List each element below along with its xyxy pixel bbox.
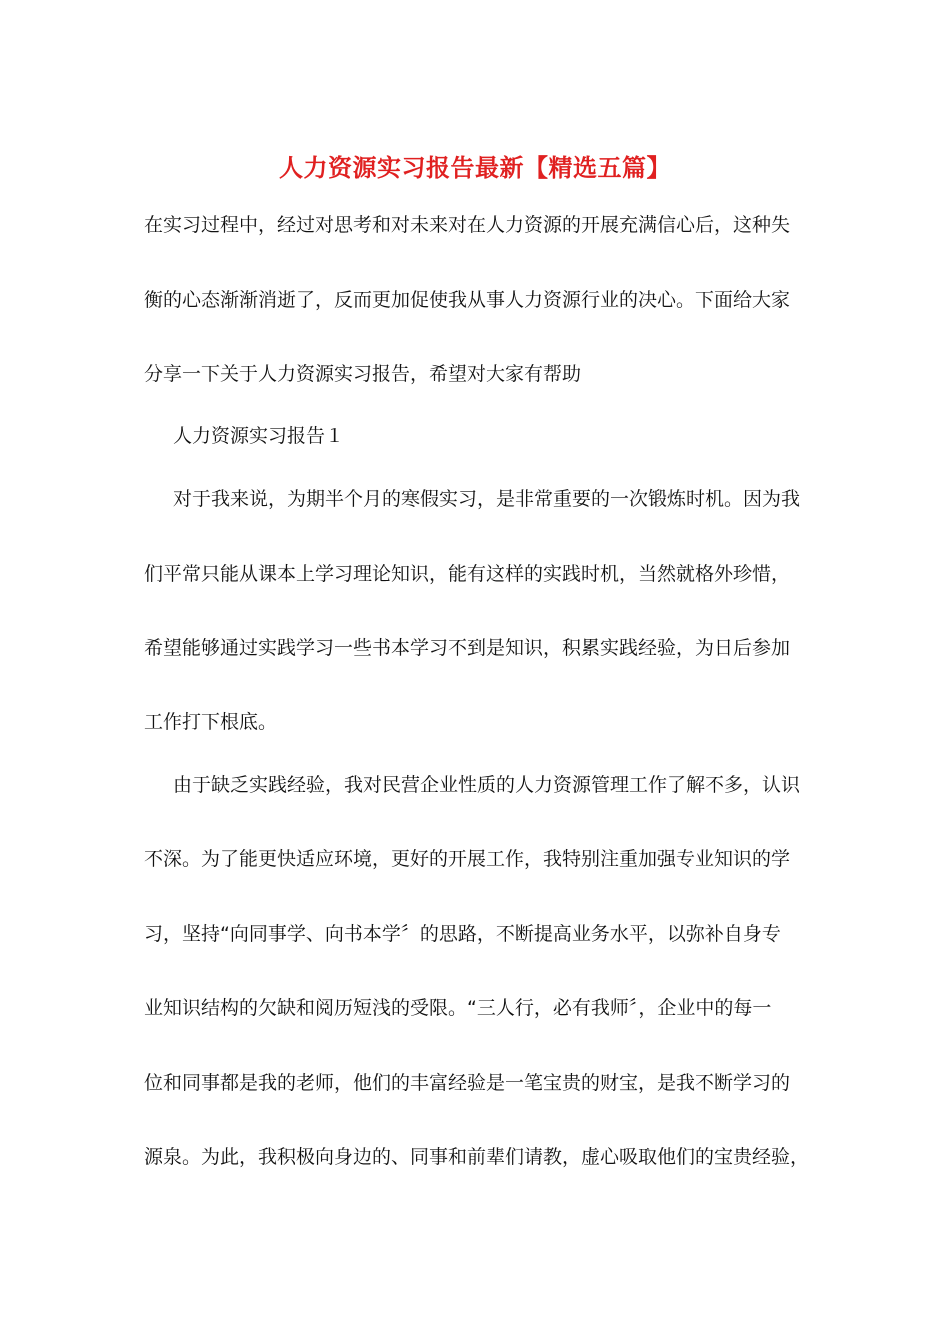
paragraph-line: 工作打下根底。	[144, 711, 278, 733]
document-title: 人力资源实习报告最新【精选五篇】	[279, 153, 671, 182]
paragraph-line: 们平常只能从课本上学习理论知识，能有这样的实践时机，当然就格外珍惜，	[144, 563, 791, 585]
paragraph-line: 对于我来说，为期半个月的寒假实习，是非常重要的一次锻炼时机。因为我	[173, 488, 801, 510]
paragraph-line: 希望能够通过实践学习一些书本学习不到是知识，积累实践经验，为日后参加	[144, 637, 791, 659]
paragraph-line: 衡的心态渐渐消逝了，反而更加促使我从事人力资源行业的决心。下面给大家	[144, 289, 791, 311]
section-heading: 人力资源实习报告１	[173, 425, 345, 447]
paragraph-line: 分享一下关于人力资源实习报告，希望对大家有帮助	[144, 363, 582, 385]
paragraph-line: 在实习过程中，经过对思考和对未来对在人力资源的开展充满信心后，这种失	[144, 214, 791, 236]
paragraph-line: 源泉。为此，我积极向身边的、同事和前辈们请教，虚心吸取他们的宝贵经验，	[144, 1146, 810, 1168]
paragraph-line: 业知识结构的欠缺和阅历短浅的受限。“三人行，必有我师〞，企业中的每一	[144, 997, 772, 1019]
paragraph-line: 习，坚持“向同事学、向书本学〞的思路，不断提高业务水平，以弥补自身专	[144, 923, 781, 945]
paragraph-line: 位和同事都是我的老师，他们的丰富经验是一笔宝贵的财宝，是我不断学习的	[144, 1072, 791, 1094]
paragraph-line: 不深。为了能更快适应环境，更好的开展工作，我特别注重加强专业知识的学	[144, 848, 791, 870]
paragraph-line: 由于缺乏实践经验，我对民营企业性质的人力资源管理工作了解不多，认识	[173, 774, 801, 796]
